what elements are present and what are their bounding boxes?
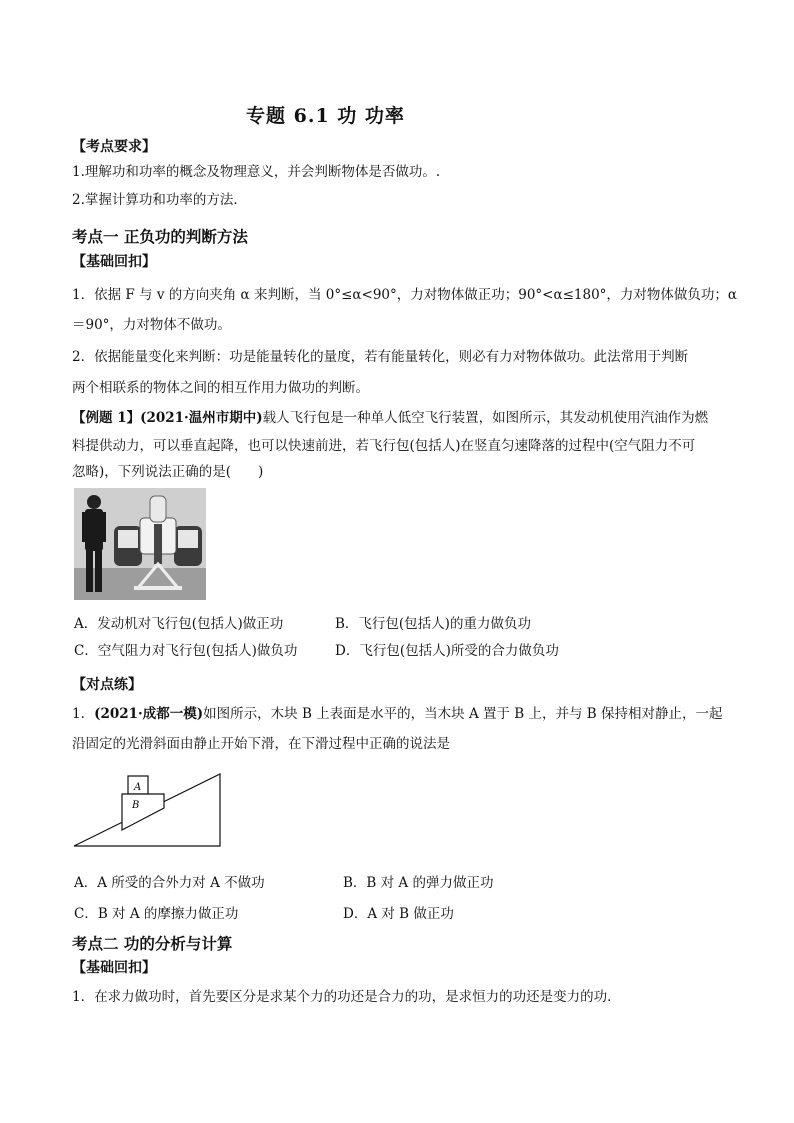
practice-line2: 沿固定的光滑斜面由静止开始下滑，在下滑过程中正确的说法是 — [72, 736, 450, 752]
example-text: 载人飞行包是一种单人低空飞行装置，如图所示，其发动机使用汽油作为燃 — [262, 410, 709, 426]
example-label: 【例题 1】 — [72, 410, 141, 426]
block-b-label: B — [132, 800, 140, 811]
practice-option-c: C．B 对 A 的摩擦力做正功 — [74, 906, 239, 922]
incline-diagram — [72, 772, 222, 848]
practice-option-b: B．B 对 A 的弹力做正功 — [343, 875, 494, 891]
example-line1 — [72, 408, 708, 429]
example-option-d: D．飞行包(包括人)所受的合力做负功 — [335, 643, 559, 659]
point1-item2-line2: 两个相联系的物体之间的相互作用力做功的判断。 — [72, 380, 369, 396]
practice-number: 1． — [72, 706, 95, 722]
point2-basics-header: 【基础回扣】 — [72, 960, 156, 976]
point1-item1-line1: 1．依据 F 与 v 的方向夹角 α 来判断，当 0°≤α<90°，力对物体做正功；90°<α≤180°，力对物体做负功；α — [72, 287, 738, 303]
jetpack-photo — [74, 488, 206, 600]
example-source: (2021·温州市期中) — [140, 410, 263, 426]
point2-item1: 1．在求力做功时，首先要区分是求某个力的功还是合力的功，是求恒力的功还是变力的功． — [72, 989, 621, 1005]
practice-header: 【对点练】 — [72, 677, 142, 693]
jetpack-illustration — [74, 488, 206, 600]
example-option-b: B．飞行包(包括人)的重力做负功 — [335, 616, 531, 632]
block-a-label: A — [134, 782, 142, 793]
practice-option-d: D．A 对 B 做正功 — [343, 906, 454, 922]
example-line2: 料提供动力，可以垂直起降，也可以快速前进，若飞行包(包括人)在竖直匀速降落的过程中(空气阻力不可 — [72, 438, 696, 454]
example-option-a: A．发动机对飞行包(包括人)做正功 — [74, 616, 284, 632]
point1-item2-line1: 2．依据能量变化来判断：功是能量转化的量度，若有能量转化，则必有力对物体做功。此法常用于判断 — [72, 349, 689, 365]
requirements-header: 【考点要求】 — [72, 139, 156, 155]
point2-heading: 考点二 功的分析与计算 — [72, 934, 233, 953]
example-line3: 忽略)，下列说法正确的是( ) — [72, 464, 264, 480]
point1-basics-header: 【基础回扣】 — [72, 254, 156, 270]
point1-item1-line2: ＝90°，力对物体不做功。 — [72, 317, 231, 333]
point1-heading: 考点一 正负功的判断方法 — [72, 227, 248, 246]
practice-text: 如图所示，木块 B 上表面是水平的，当木块 A 置于 B 上，并与 B 保持相对静止，一起 — [203, 706, 723, 722]
requirement-1: 1.理解功和功率的概念及物理意义，并会判断物体是否做功。. — [72, 164, 441, 180]
practice-source: (2021·成都一模) — [94, 706, 204, 722]
page-title: 专题 6.1 功 功率 — [246, 105, 405, 127]
requirement-2: 2.掌握计算功和功率的方法． — [72, 192, 247, 208]
block-b — [122, 794, 164, 830]
example-option-c: C．空气阻力对飞行包(包括人)做负功 — [74, 643, 298, 659]
practice-option-a: A．A 所受的合外力对 A 不做功 — [74, 875, 265, 891]
practice-line1 — [72, 704, 723, 725]
